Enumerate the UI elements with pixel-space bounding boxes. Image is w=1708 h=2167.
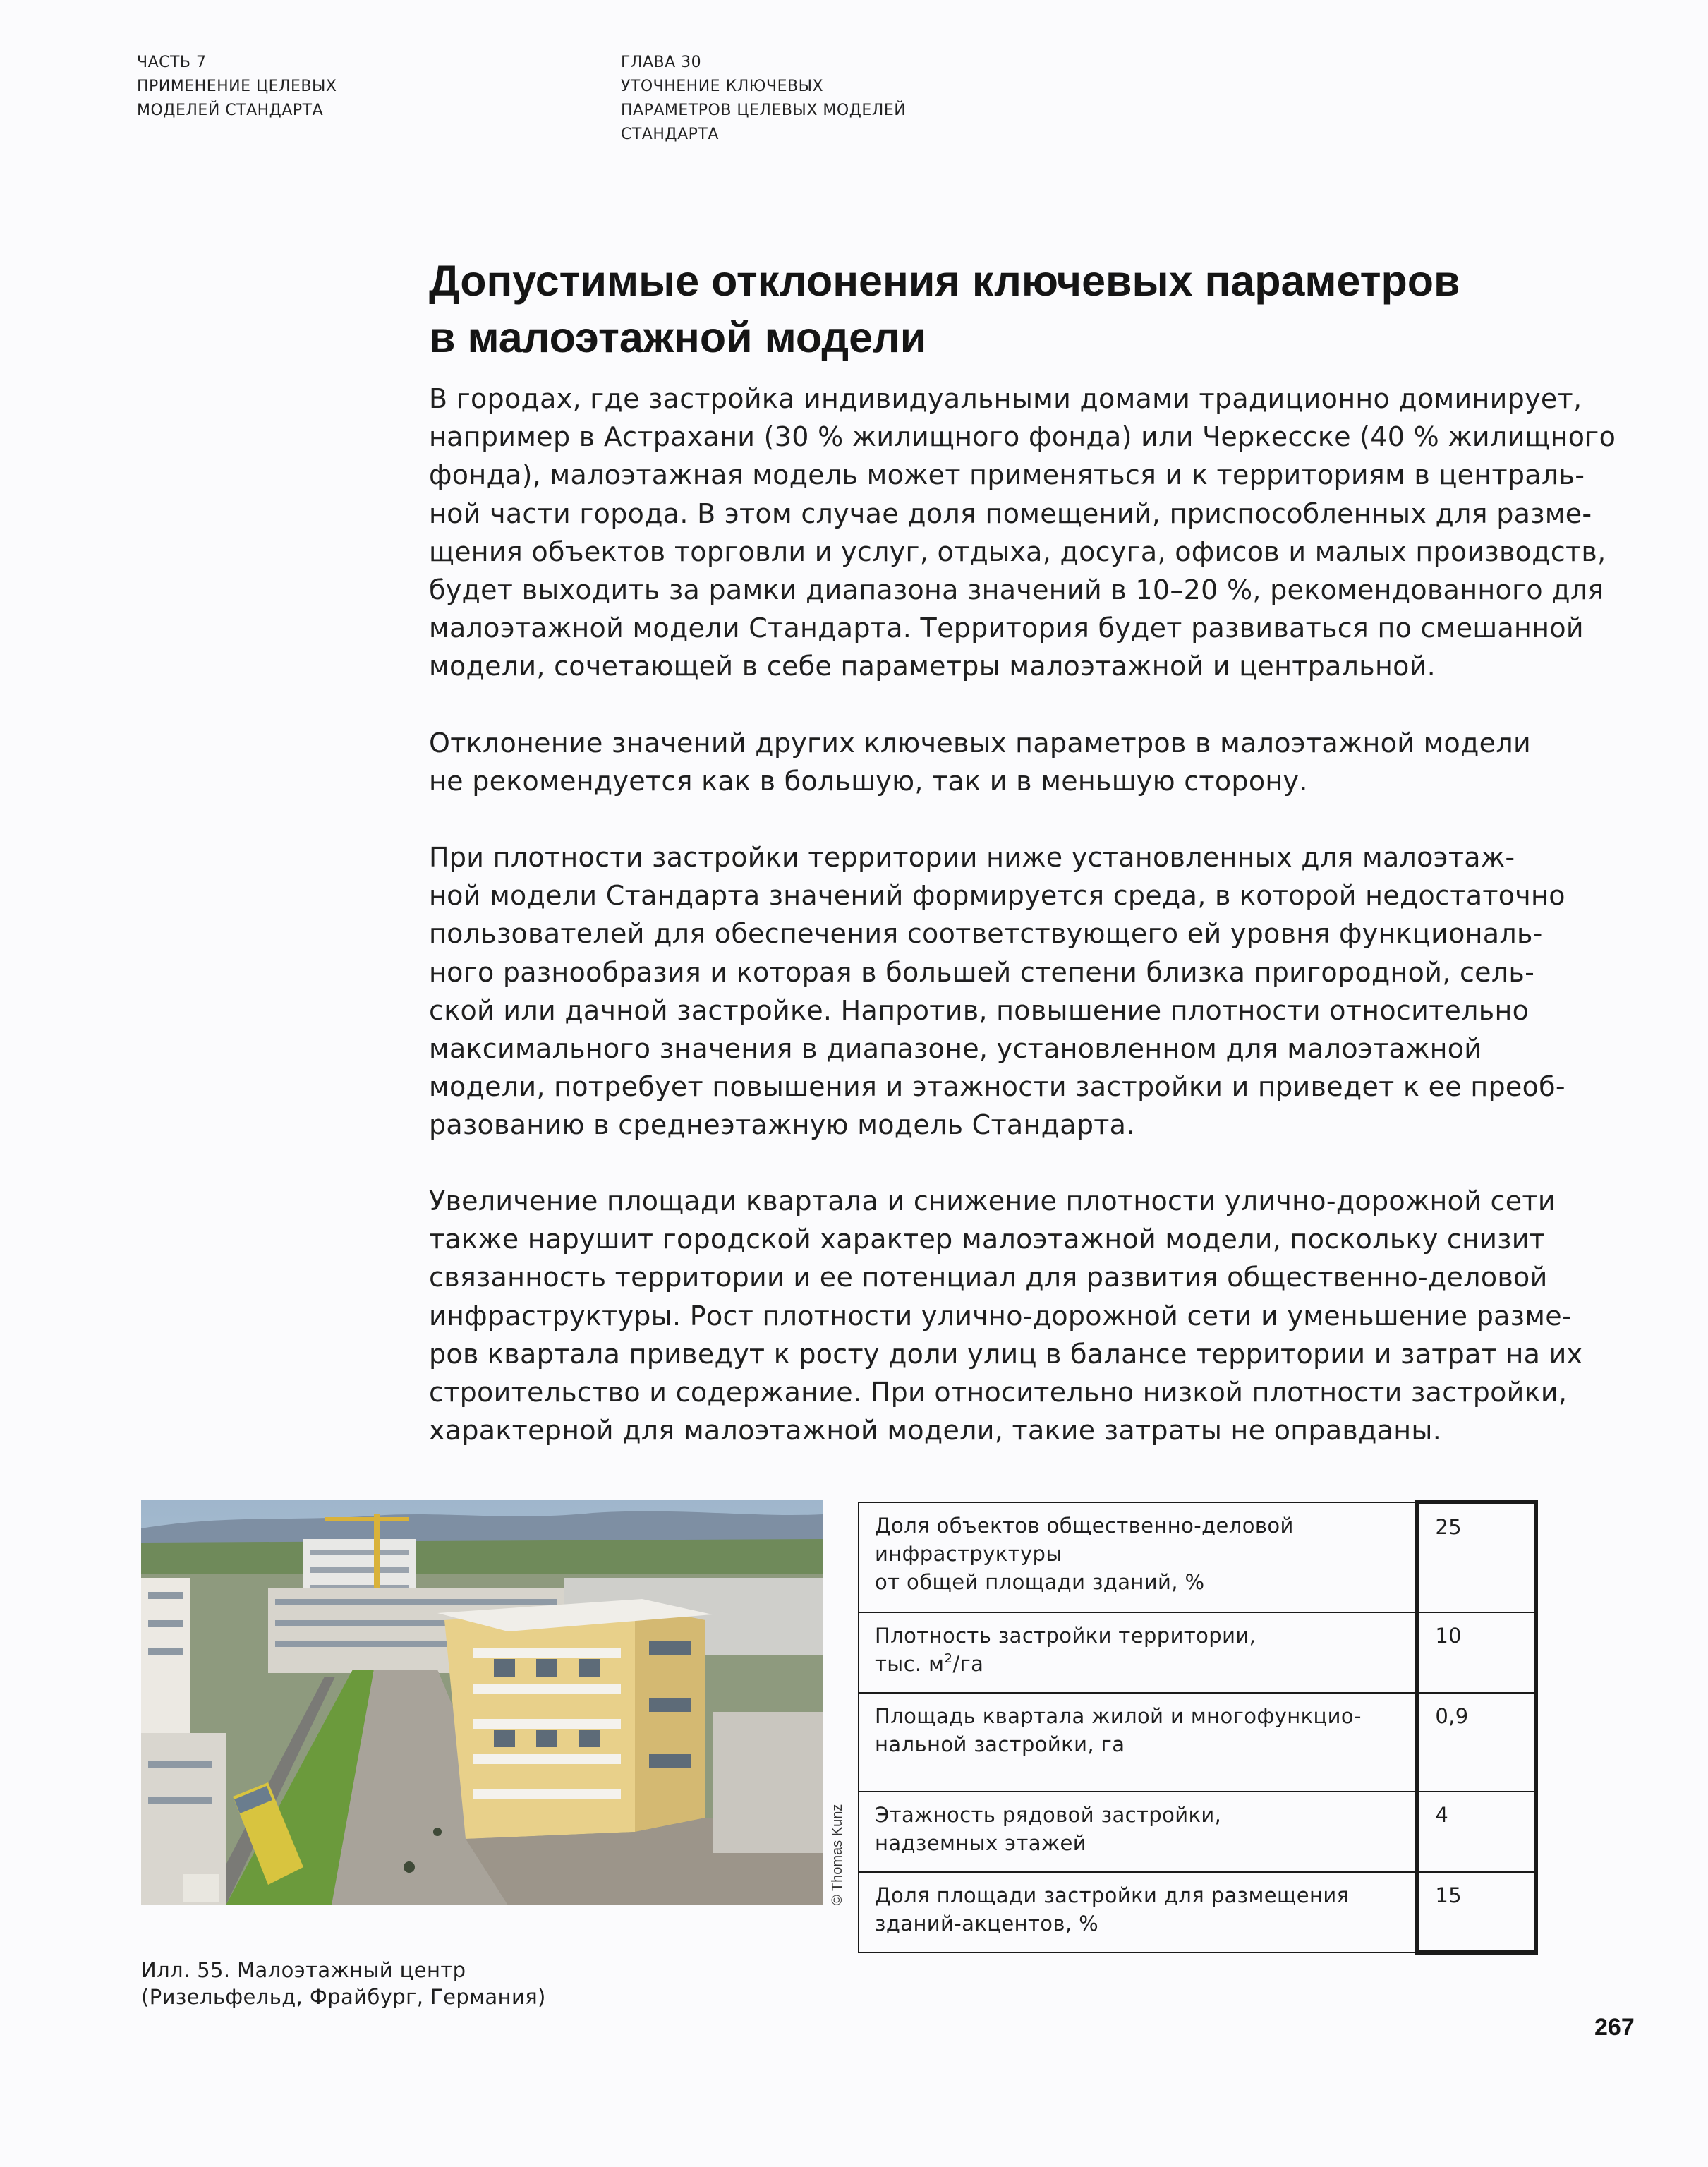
parameter-value: 15 [1417, 1872, 1536, 1952]
caption-line: (Ризельфельд, Фрайбург, Германия) [141, 1985, 546, 2009]
figure-caption [141, 1957, 546, 2010]
parameter-label: Площадь квартала жилой и многофункцио- нальной застройки, га [859, 1693, 1417, 1792]
text-line: инфраструктуры. Рост плотности улично-дорожной сети и уменьшение разме- [429, 1300, 1572, 1332]
text-line: строительство и содержание. При относительно низкой плотности застройки, [429, 1377, 1568, 1408]
parameter-value: 4 [1417, 1792, 1536, 1872]
text-line: ров квартала приведут к росту доли улиц в балансе территории и затрат на их [429, 1338, 1583, 1370]
running-head-chapter [621, 51, 906, 147]
text-line: например в Астрахани (30 % жилищного фонда) или Черкесске (40 % жилищного [429, 421, 1616, 453]
parameter-label: Доля площади застройки для размещения зданий-акцентов, % [859, 1872, 1417, 1952]
text-line: фонда), малоэтажная модель может применяться и к территориям в централь- [429, 459, 1585, 491]
text-line: характерной для малоэтажной модели, такие затраты не оправданы. [429, 1415, 1442, 1447]
text-line: модели, сочетающей в себе параметры малоэтажной и центральной. [429, 651, 1436, 682]
text-line: разованию в среднеэтажную модель Стандарта. [429, 1109, 1135, 1141]
page-number: 267 [1594, 2014, 1635, 2041]
text-line: При плотности застройки территории ниже установленных для малоэтаж- [429, 842, 1515, 873]
parameter-value: 0,9 [1417, 1693, 1536, 1792]
text-line: не рекомендуется как в большую, так и в меньшую сторону. [429, 766, 1308, 797]
table-row [859, 1612, 1536, 1693]
table-row [859, 1792, 1536, 1872]
parameter-value: 10 [1417, 1612, 1536, 1693]
running-head-line: СТАНДАРТА [621, 126, 719, 143]
parameter-label: Этажность рядовой застройки, надземных этажей [859, 1792, 1417, 1872]
table-row [859, 1693, 1536, 1792]
title-line: Допустимые отклонения ключевых параметров [429, 257, 1460, 305]
section-title [429, 253, 1558, 366]
running-head-part [137, 51, 337, 123]
text-line: будет выходить за рамки диапазона значений в 10–20 %, рекомендованного для [429, 574, 1604, 606]
text-line: ной части города. В этом случае доля помещений, приспособленных для разме- [429, 497, 1592, 529]
text-line: пользователей для обеспечения соответствующего ей уровня функциональ- [429, 918, 1543, 950]
text-line: малоэтажной модели Стандарта. Территория будет развиваться по смешанной [429, 612, 1584, 644]
title-line: в малоэтажной модели [429, 313, 927, 361]
table-row [859, 1872, 1536, 1952]
parameter-value: 25 [1417, 1502, 1536, 1612]
key-parameters-table [858, 1500, 1538, 1955]
text-line: В городах, где застройка индивидуальными домами традиционно доминирует, [429, 383, 1582, 414]
parameter-label: Плотность застройки территории, тыс. $м^2/га$ [859, 1612, 1417, 1693]
district-photo [141, 1500, 823, 1905]
paragraph-2 [429, 724, 1586, 800]
running-head-line: ПАРАМЕТРОВ ЦЕЛЕВЫХ МОДЕЛЕЙ [621, 102, 907, 119]
district-photo-illustration [141, 1500, 823, 1905]
text-line: максимального значения в диапазоне, установленном для малоэтажной [429, 1033, 1482, 1065]
table-row [859, 1502, 1536, 1612]
text-line: также нарушит городской характер малоэтажной модели, поскольку снизит [429, 1224, 1546, 1255]
paragraph-4 [429, 1182, 1586, 1449]
text-line: Увеличение площади квартала и снижение плотности улично-дорожной сети [429, 1185, 1556, 1217]
running-head-line: ГЛАВА 30 [621, 54, 702, 71]
caption-line: Илл. 55. Малоэтажный центр [141, 1958, 466, 1982]
text-line: ной модели Стандарта значений формируется среда, в которой недостаточно [429, 880, 1565, 912]
running-head-line: ПРИМЕНЕНИЕ ЦЕЛЕВЫХ [137, 78, 337, 95]
running-head-line: МОДЕЛЕЙ СТАНДАРТА [137, 102, 324, 119]
text-line: Отклонение значений других ключевых параметров в малоэтажной модели [429, 728, 1531, 759]
text-line: щения объектов торговли и услуг, отдыха, досуга, офисов и малых производств, [429, 536, 1606, 567]
text-line: ской или дачной застройке. Напротив, повышение плотности относительно [429, 994, 1530, 1026]
photo-credit: © Thomas Kunz [830, 1804, 845, 1905]
parameter-label: Доля объектов общественно-деловой инфраструктуры от общей площади зданий, % [859, 1502, 1417, 1612]
paragraph-1 [429, 380, 1616, 686]
text-line: ного разнообразия и которая в большей степени близка пригородной, сель- [429, 956, 1535, 988]
running-head-line: УТОЧНЕНИЕ КЛЮЧЕВЫХ [621, 78, 824, 95]
text-line: связанность территории и ее потенциал для развития общественно-деловой [429, 1262, 1548, 1293]
running-head-line: ЧАСТЬ 7 [137, 54, 207, 71]
text-line: модели, потребует повышения и этажности застройки и приведет к ее преоб- [429, 1071, 1565, 1103]
paragraph-3 [429, 838, 1586, 1145]
